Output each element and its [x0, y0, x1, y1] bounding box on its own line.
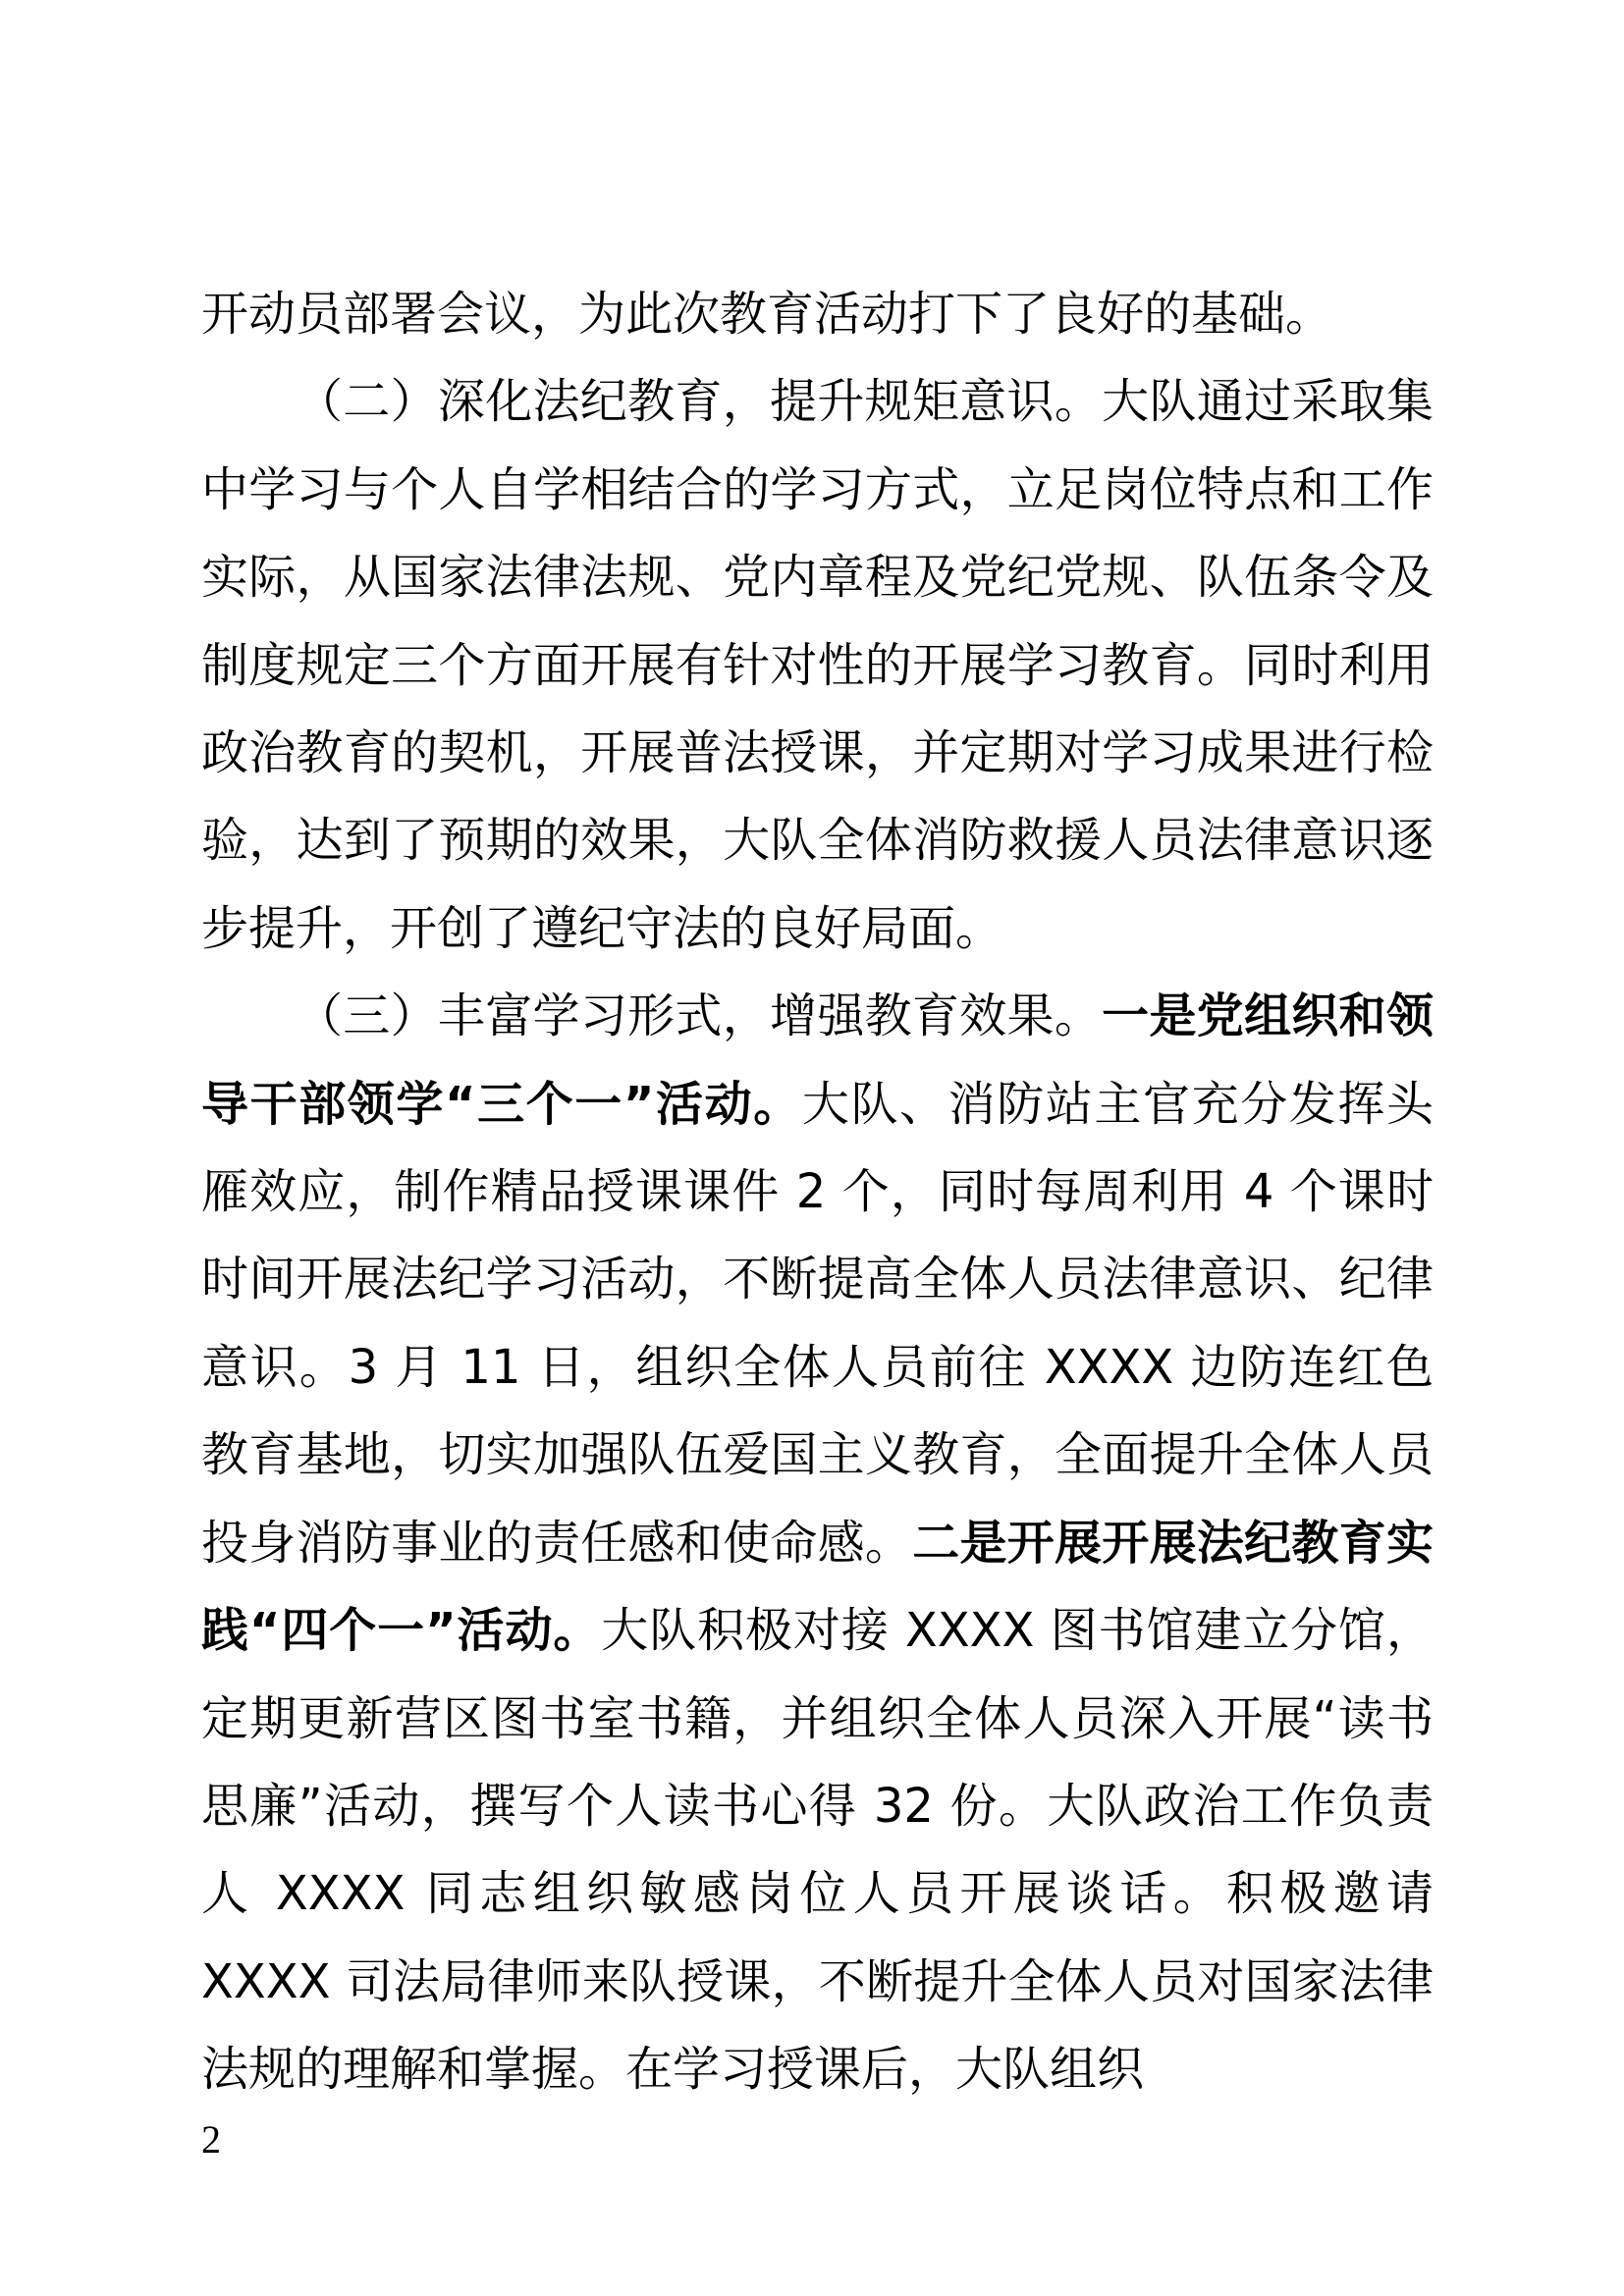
paragraph — [201, 973, 1434, 2113]
text-run: 大队积极对接 XXXX 图书馆建立分馆，定期更新营区图书室书籍，并组织全体人员深入开展“读书思廉”活动，撰写个人读书心得 32 份。大队政治工作负责人 XXXX 同志组织敏感岗位人员开展谈话。积极邀请 XXXX 司法局律师来队授课，不断提升全体人员对国家法律法规的理解和掌握。在学习授课后，大队组织 — [201, 1603, 1434, 2098]
bold-text-run: 一是党组织和领导干部领学“三个一”活动。 — [201, 988, 1434, 1132]
document-body — [201, 271, 1434, 2114]
bold-text-run: 二是开展开展法纪教育实践“四个一”活动。 — [201, 1515, 1434, 1659]
text-run: 大队、消防站主官充分发挥头雁效应，制作精品授课课件 2 个，同时每周利用 4 个课时时间开展法纪学习活动，不断提高全体人员法律意识、纪律意识。3 月 11 日，组织全体人员前往 XXXX 边防连红色教育基地，切实加强队伍爱国主义教育，全面提升全体人员投身消防事业的责任感和使命感。 — [201, 1076, 1434, 1571]
text-run: 开动员部署会议，为此次教育活动打下了良好的基础。 — [201, 287, 1333, 342]
paragraph — [201, 271, 1434, 358]
page-number: 2 — [201, 2117, 221, 2162]
text-run: （二）深化法纪教育，提升规矩意识。大队通过采取集中学习与个人自学相结合的学习方式，立足岗位特点和工作实际，从国家法律法规、党内章程及党纪党规、队伍条令及制度规定三个方面开展有针对性的开展学习教育。同时利用政治教育的契机，开展普法授课，并定期对学习成果进行检验，达到了预期的效果，大队全体消防救援人员法律意识逐步提升，开创了遵纪守法的良好局面。 — [201, 374, 1434, 956]
text-run: （三）丰富学习形式，增强教育效果。 — [296, 988, 1103, 1044]
paragraph — [201, 358, 1434, 973]
